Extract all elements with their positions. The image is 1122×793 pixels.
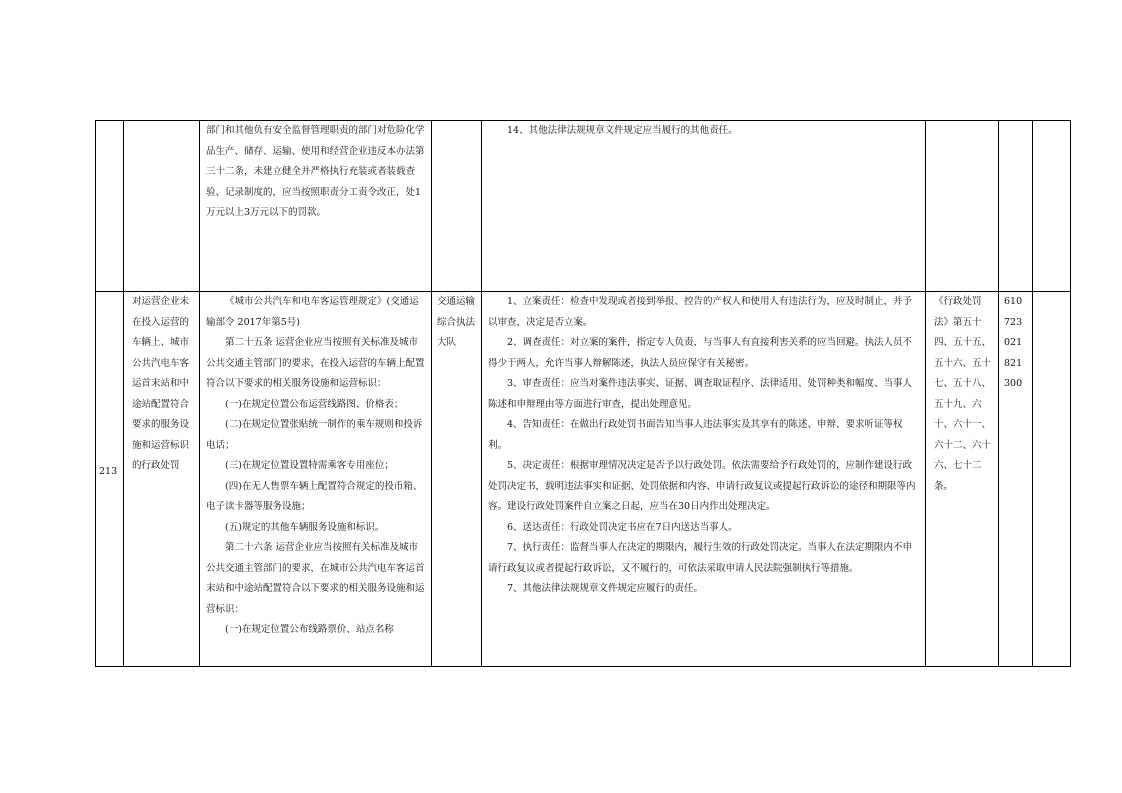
penalty-basis-cell: 《行政处罚法》第五十四、五十五、五十六、五十七、五十八、五十九、六十、六十一、六十二、六十六、七十二条。 <box>926 292 999 667</box>
seq-cell <box>96 121 124 292</box>
duty-item: 3、审查责任：应当对案件违法事实、证据、调查取证程序、法律适用、处罚种类和幅度、当事人陈述和申辩理由等方面进行审查，提出处理意见。 <box>488 378 913 410</box>
table-row <box>96 121 1071 292</box>
basis-cell <box>200 292 432 667</box>
basis-cell <box>200 121 432 292</box>
duty-item: 2、调查责任：对立案的案件，指定专人负责，与当事人有直接利害关系的应当回避。执法人员不得少于两人，允许当事人辩解陈述，执法人员应保守有关秘密。 <box>488 337 913 369</box>
basis-paragraph: (一)在规定位置公布线路票价、站点名称 <box>225 624 394 635</box>
basis-paragraph: (三)在规定位置设置特需乘客专用座位； <box>225 460 394 471</box>
duty-item: 14、其他法律法规规章文件规定应当履行的其他责任。 <box>507 125 738 136</box>
code-cell <box>999 121 1033 292</box>
basis-paragraph: 第二十六条 运营企业应当按照有关标准及城市公共交通主管部门的要求，在城市公共汽电车客运首末站和中途站配置符合以下要求的相关服务设施和运营标识： <box>206 542 425 615</box>
duty-item: 7、其他法律法规规章文件规定应履行的责任。 <box>507 583 704 594</box>
basis-paragraph: 部门和其他负有安全监督管理职责的部门对危险化学品生产、储存、运输、使用和经营企业违反本办法第三十二条，未建立健全并严格执行充装或者装载查验、记录制度的，应当按照职责分工责令改正，处1万元以上3万元以下的罚款。 <box>206 125 425 218</box>
basis-paragraph: (四)在无人售票车辆上配置符合规定的投币箱、电子读卡器等服务设施； <box>206 480 423 512</box>
note-cell <box>1033 292 1071 667</box>
duty-item: 4、告知责任：在做出行政处罚书面告知当事人违法事实及其享有的陈述、申辩、要求听证等权利。 <box>488 419 903 451</box>
basis-paragraph: (五)规定的其他车辆服务设施和标识。 <box>225 521 385 533</box>
item-name-cell <box>124 121 200 292</box>
duty-item: 7、执行责任：监督当事人在决定的期限内，履行生效的行政处罚决定。当事人在法定期限内不申请行政复议或者提起行政诉讼，又不履行的，可依法采取申请人民法院强制执行等措施。 <box>488 542 913 574</box>
document-table <box>95 120 1071 667</box>
duty-item: 6、送达责任：行政处罚决定书应在7日内送达当事人。 <box>507 521 738 533</box>
basis-paragraph: (一)在规定位置公布运营线路图、价格表； <box>225 398 404 410</box>
note-cell <box>1033 121 1071 292</box>
penalty-basis-cell <box>926 121 999 292</box>
basis-paragraph: (二)在规定位置张贴统一制作的乘车规则和投诉电话； <box>206 419 423 451</box>
basis-paragraph: 《城市公共汽车和电车客运管理规定》(交通运输部令 2017年第5号) <box>206 296 419 328</box>
duties-cell <box>482 292 926 667</box>
duty-item: 1、立案责任：检查中发现或者接到举报、控告的产权人和使用人有违法行为，应及时制止，并予以审查，决定是否立案。 <box>488 296 913 328</box>
basis-paragraph: 第二十五条 运营企业应当按照有关标准及城市公共交通主管部门的要求，在投入运营的车辆上配置符合以下要求的相关服务设施和运营标识： <box>206 337 425 389</box>
table-row <box>96 292 1071 667</box>
item-name-cell: 对运营企业未在投入运营的车辆上、城市公共汽电车客运首末站和中途站配置符合要求的服务设施和运营标识的行政处罚 <box>124 292 200 667</box>
authority-cell: 交通运输综合执法大队 <box>432 292 482 667</box>
seq-cell: 213 <box>96 292 124 667</box>
authority-cell <box>432 121 482 292</box>
code-cell: 610723021821300 <box>999 292 1033 667</box>
duty-item: 5、决定责任：根据审理情况决定是否予以行政处罚。依法需要给予行政处罚的，应制作建设行政处罚决定书，载明违法事实和证据、处罚依据和内容、申请行政复议或提起行政诉讼的途径和期限等内容。建设行政处罚案件自立案之日起，应当在30日内作出处理决定。 <box>488 460 916 512</box>
duties-cell <box>482 121 926 292</box>
